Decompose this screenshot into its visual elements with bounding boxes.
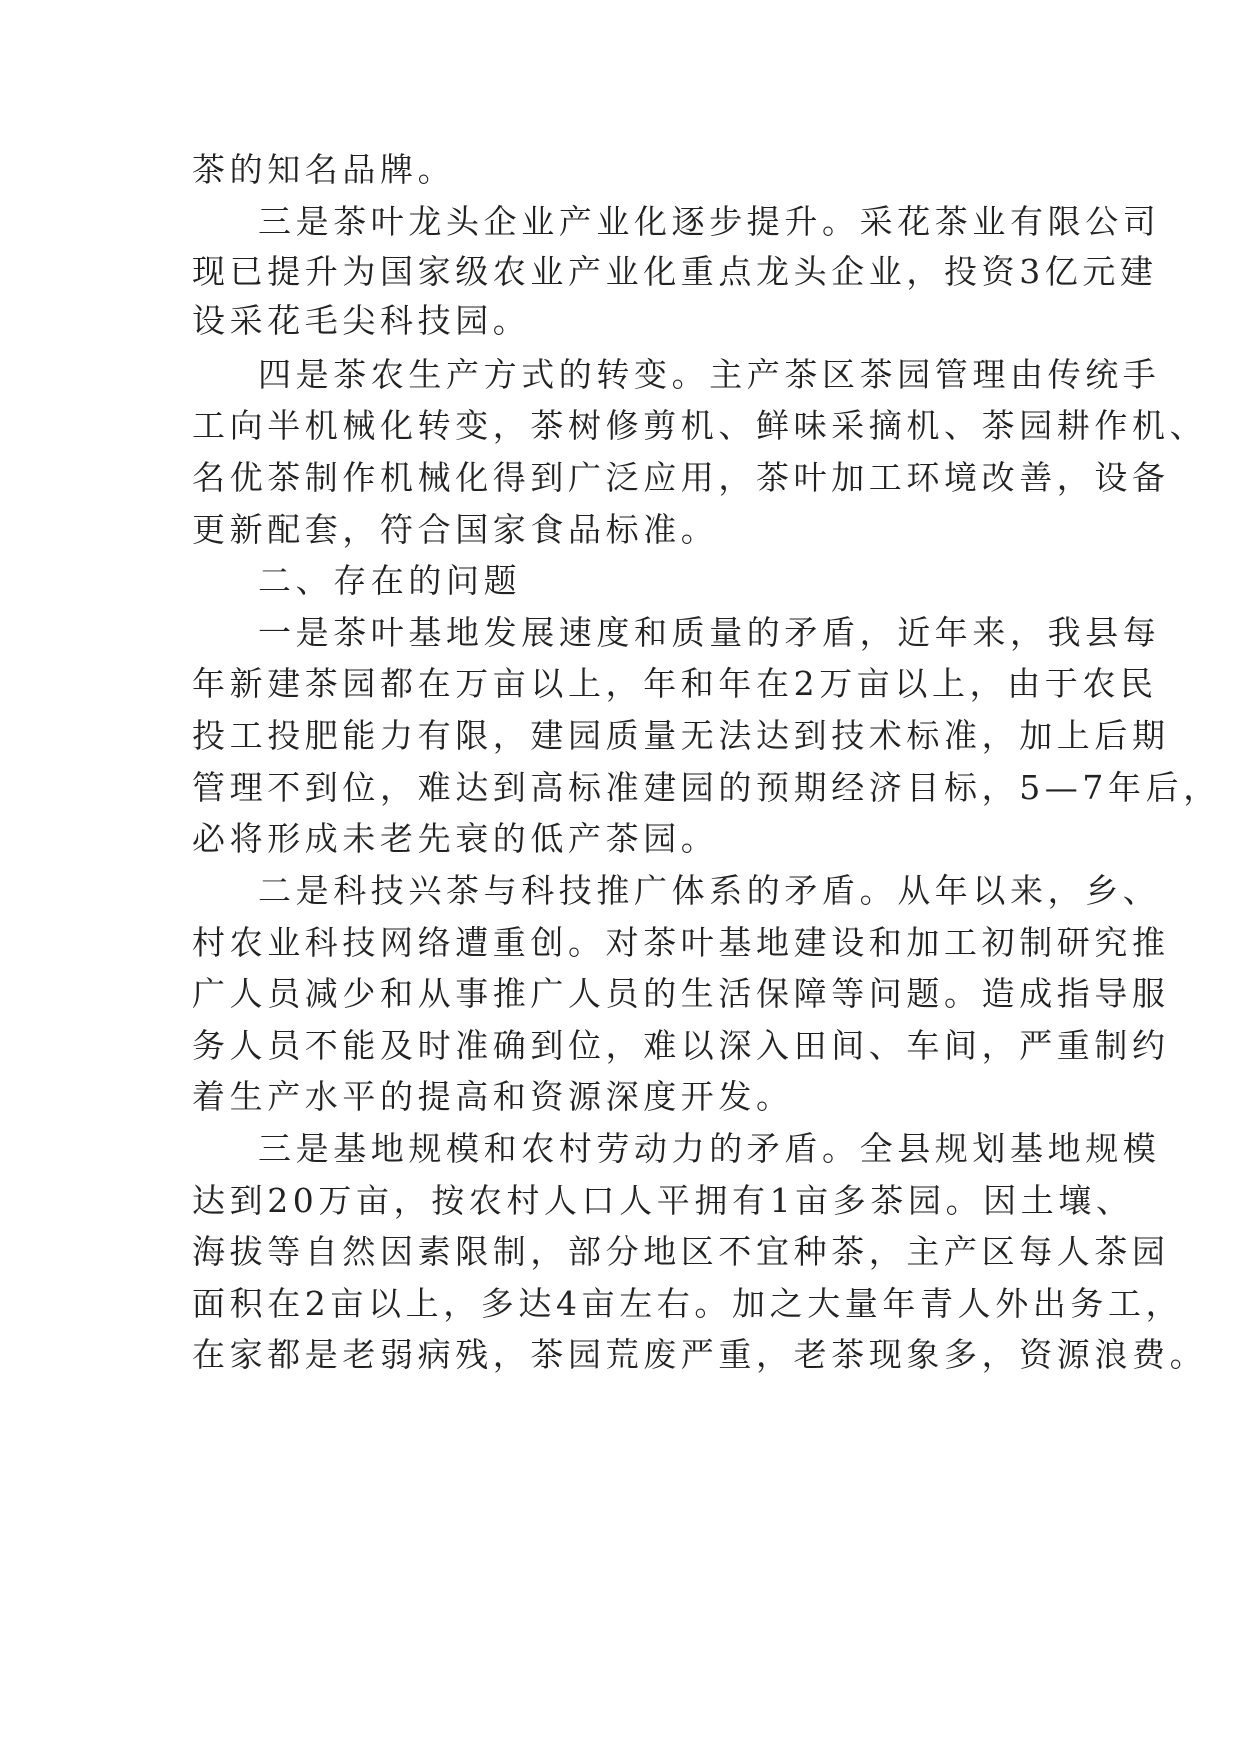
text-line: 着生产水平的提高和资源深度开发。 xyxy=(192,1077,794,1116)
paragraph-line: 三是茶叶龙头企业产业化逐步提升。采花茶业有限公司 xyxy=(258,202,1161,241)
text-line: 面积在2亩以上，多达4亩左右。加之大量年青人外出务工， xyxy=(192,1284,1184,1323)
paragraph-line: 四是茶农生产方式的转变。主产茶区茶园管理由传统手 xyxy=(258,355,1161,394)
paragraph-line: 二是科技兴茶与科技推广体系的矛盾。从年以来，乡、 xyxy=(258,871,1161,910)
text-line: 名优茶制作机械化得到广泛应用，茶叶加工环境改善，设备 xyxy=(192,458,1170,497)
paragraph-line: 一是茶叶基地发展速度和质量的矛盾，近年来，我县每 xyxy=(258,613,1161,652)
text-line: 在家都是老弱病残，茶园荒废严重，老茶现象多，资源浪费。 xyxy=(192,1335,1208,1374)
text-line: 茶的知名品牌。 xyxy=(192,150,456,189)
section-heading: 二、存在的问题 xyxy=(258,561,522,600)
text-line: 投工投肥能力有限，建园质量无法达到技术标准，加上后期 xyxy=(192,716,1170,755)
text-line: 设采花毛尖科技园。 xyxy=(192,301,531,340)
text-line: 广人员减少和从事推广人员的生活保障等问题。造成指导服 xyxy=(192,974,1170,1013)
text-line: 更新配套，符合国家食品标准。 xyxy=(192,510,719,549)
text-line: 现已提升为国家级农业产业化重点龙头企业，投资3亿元建 xyxy=(192,252,1158,291)
text-line: 达到20万亩，按农村人口人平拥有1亩多茶园。因土壤、 xyxy=(192,1181,1134,1220)
text-line: 管理不到位，难达到高标准建园的预期经济目标，5—7年后， xyxy=(192,768,1221,807)
text-line: 年新建茶园都在万亩以上，年和年在2万亩以上，由于农民 xyxy=(192,664,1158,703)
text-line: 海拔等自然因素限制，部分地区不宜种茶，主产区每人茶园 xyxy=(192,1232,1170,1271)
text-line: 村农业科技网络遭重创。对茶叶基地建设和加工初制研究推 xyxy=(192,923,1170,962)
text-line: 工向半机械化转变，茶树修剪机、鲜味采摘机、茶园耕作机、 xyxy=(192,406,1208,445)
text-line: 务人员不能及时准确到位，难以深入田间、车间，严重制约 xyxy=(192,1026,1170,1065)
text-line: 必将形成未老先衰的低产茶园。 xyxy=(192,819,719,858)
paragraph-line: 三是基地规模和农村劳动力的矛盾。全县规划基地规模 xyxy=(258,1129,1161,1168)
